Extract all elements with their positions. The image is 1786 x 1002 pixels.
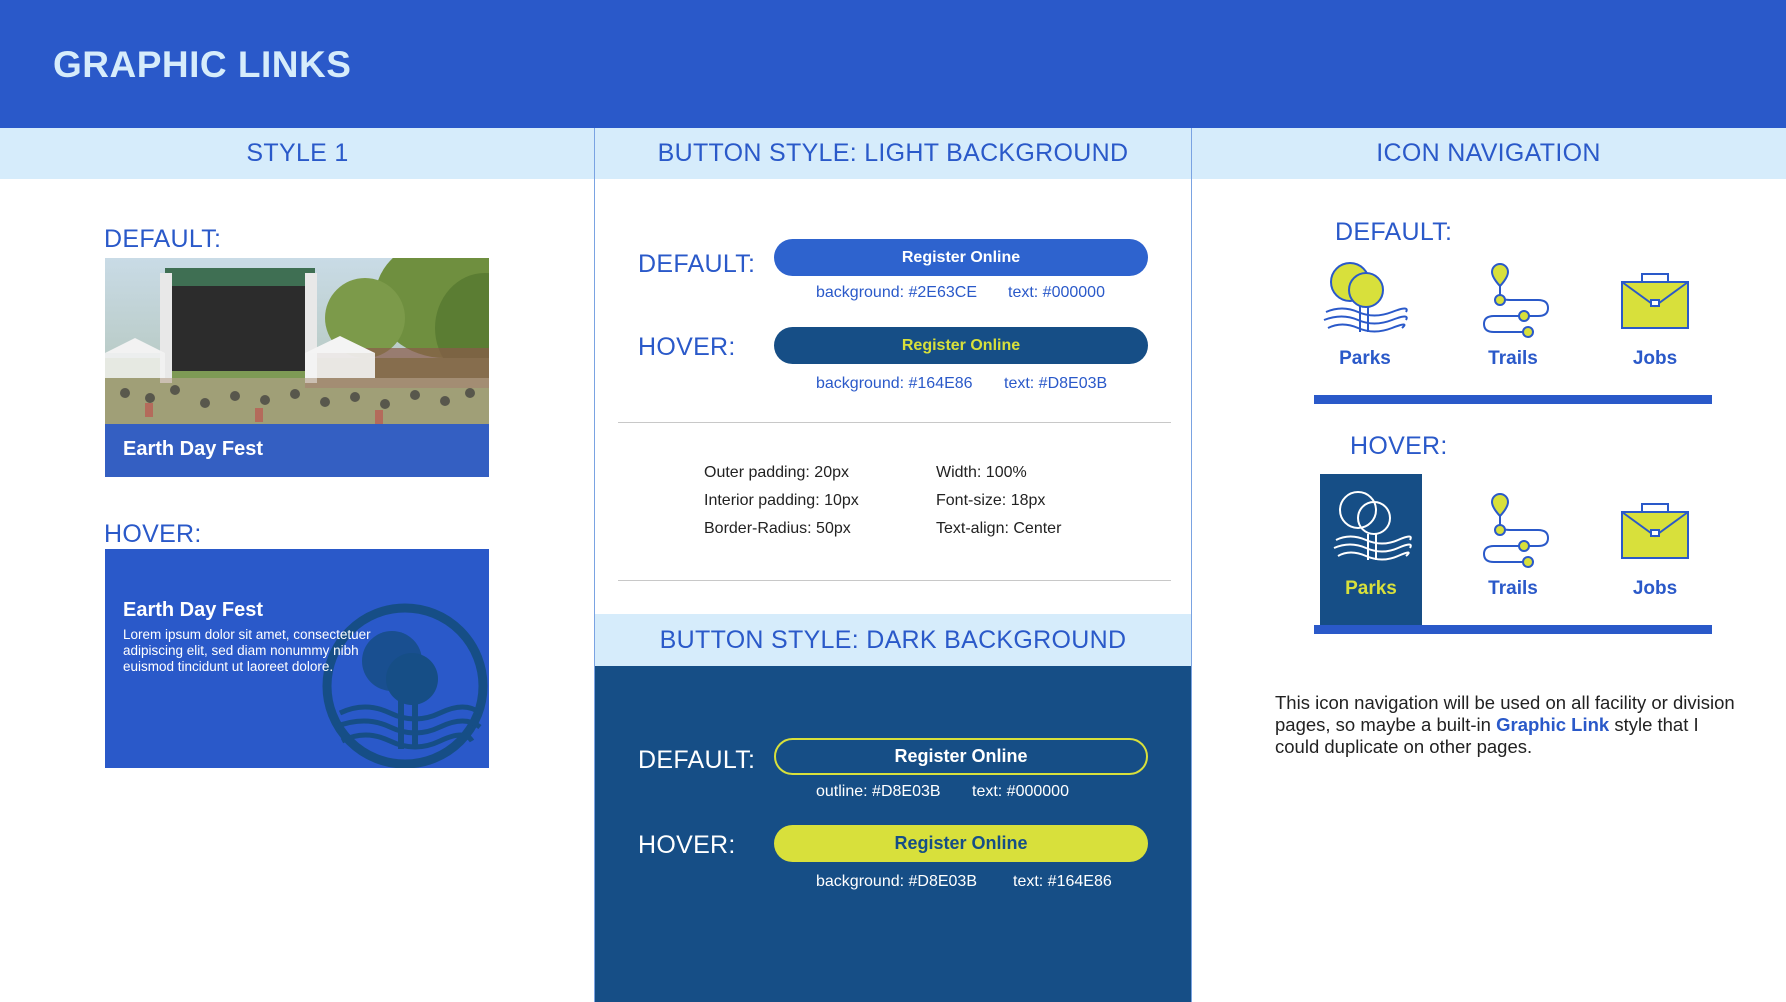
nav-item-jobs[interactable] (1600, 258, 1710, 378)
default-label: DEFAULT: (104, 225, 222, 253)
note-text-end: style that I could duplicate on other pages. (1275, 714, 1699, 757)
divider (618, 580, 1171, 581)
dark-hover-spec-text: text: #164E86 (1013, 873, 1112, 890)
card-hover-description: Lorem ipsum dolor sit amet, consectetuer adipiscing elit, sed diam nonummy nibh euismod tincidunt ut laoreet dolore. (123, 627, 371, 674)
spec-font-size: Font-size: 18px (936, 492, 1046, 509)
icon-nav-note (1275, 692, 1745, 758)
hover-label: HOVER: (638, 831, 736, 859)
default-label: DEFAULT: (638, 746, 756, 774)
column-header-style1: STYLE 1 (0, 128, 595, 179)
nav-label-jobs: Jobs (1632, 348, 1678, 369)
hover-spec-text: text: #D8E03B (1004, 375, 1108, 392)
spec-border-radius: Border-Radius: 50px (704, 520, 851, 537)
parks-icon (1332, 488, 1412, 564)
nav-item-trails[interactable] (1458, 258, 1578, 378)
nav-label-parks: Parks (1339, 348, 1391, 369)
nav-label-jobs: Jobs (1632, 578, 1678, 599)
spec-outer-padding: Outer padding: 20px (704, 464, 849, 481)
event-card-hover[interactable] (105, 549, 489, 768)
column-header-light: BUTTON STYLE: LIGHT BACKGROUND (595, 128, 1191, 179)
column-divider (1191, 128, 1192, 1002)
register-online-button-outline[interactable]: Register Online (774, 738, 1148, 775)
button-specs-left (704, 459, 859, 543)
divider (618, 422, 1171, 423)
nav-underline-bar (1314, 395, 1712, 404)
trails-icon (1478, 260, 1554, 340)
card-caption-bar (105, 424, 489, 477)
nav-item-trails[interactable] (1458, 488, 1578, 608)
nav-item-parks-hover[interactable] (1320, 474, 1422, 626)
jobs-icon (1620, 502, 1690, 562)
nav-label-trails: Trails (1488, 578, 1538, 599)
nav-underline-bar (1314, 625, 1712, 634)
register-online-button-lime[interactable]: Register Online (774, 825, 1148, 862)
nav-item-jobs[interactable] (1600, 488, 1710, 608)
spec-width: Width: 100% (936, 464, 1027, 481)
default-spec-text: text: #000000 (1008, 284, 1105, 301)
hover-label: HOVER: (1350, 432, 1448, 460)
button-specs-right (936, 459, 1061, 543)
note-text: This icon navigation will be used on all facility or division pages, so maybe a built-in (1275, 692, 1735, 735)
nav-label-parks-hover: Parks (1345, 578, 1397, 599)
register-online-button-hover[interactable]: Register Online (774, 327, 1148, 364)
hover-spec-background: background: #164E86 (816, 375, 973, 392)
spec-interior-padding: Interior padding: 10px (704, 492, 859, 509)
dark-default-spec-text: text: #000000 (972, 783, 1069, 800)
nav-label-trails: Trails (1488, 348, 1538, 369)
column-header-icon-nav: ICON NAVIGATION (1191, 128, 1786, 179)
spec-text-align: Text-align: Center (936, 520, 1062, 537)
dark-default-spec-outline: outline: #D8E03B (816, 783, 941, 800)
hover-label: HOVER: (104, 520, 202, 548)
register-online-button-default[interactable]: Register Online (774, 239, 1148, 276)
column-header-dark: BUTTON STYLE: DARK BACKGROUND (595, 614, 1191, 666)
card-title: Earth Day Fest (123, 438, 264, 460)
dark-hover-spec-background: background: #D8E03B (816, 873, 977, 890)
default-label: DEFAULT: (1335, 218, 1453, 246)
card-hover-title: Earth Day Fest (123, 599, 264, 621)
default-label: DEFAULT: (638, 250, 756, 278)
default-spec-background: background: #2E63CE (816, 284, 977, 301)
page-title: GRAPHIC LINKS (53, 44, 352, 85)
hover-label: HOVER: (638, 333, 736, 361)
nav-item-parks[interactable] (1310, 258, 1430, 378)
parks-icon (1322, 260, 1408, 336)
note-graphic-link: Graphic Link (1496, 714, 1610, 735)
jobs-icon (1620, 272, 1690, 332)
trails-icon (1478, 490, 1554, 570)
